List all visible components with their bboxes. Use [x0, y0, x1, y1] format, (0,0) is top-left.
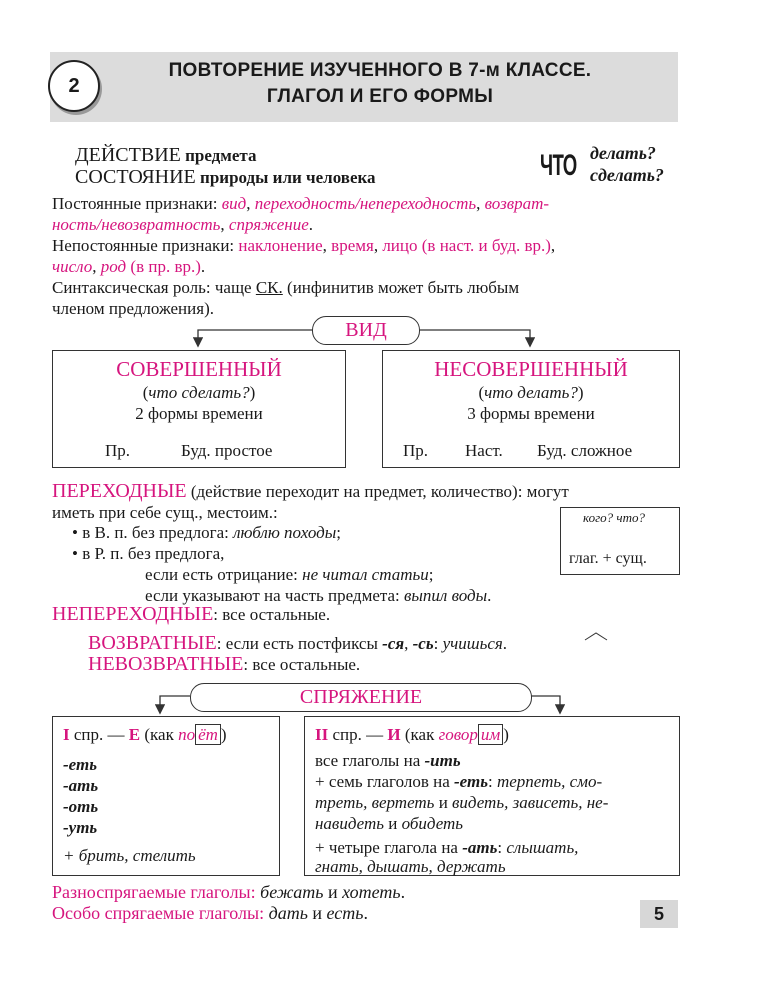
conjugation-title: СПРЯЖЕНИЕ	[190, 683, 532, 712]
second-conjugation-box	[304, 716, 680, 876]
second-conj-seven-3: навидеть и обидеть	[315, 814, 464, 833]
perfective-question: (что сделать?)	[142, 383, 256, 402]
postfix-mark	[585, 633, 607, 640]
conj-arrow-left	[160, 696, 190, 712]
intro-action: ДЕЙСТВИЕ предмета	[75, 144, 257, 166]
imperfective-box	[382, 350, 680, 468]
nonreflexive-line: НЕВОЗВРАТНЫЕ: все остальные.	[88, 653, 361, 675]
transitive-bullet-1: • в В. п. без предлога: люблю походы;	[72, 523, 341, 542]
first-conj-ending-1: -еть	[63, 755, 97, 774]
imperfective-forms: 3 формы времени	[467, 404, 595, 423]
imperfective-present: Наст.	[465, 441, 503, 460]
perfective-forms: 2 формы времени	[135, 404, 263, 423]
second-conj-header: II спр. — И (как говор им )	[315, 725, 509, 744]
transitive-negation: если есть отрицание: не читал статьи;	[145, 565, 434, 584]
section-badge: 2	[48, 60, 100, 112]
syntax-role-line2: членом предложения).	[52, 299, 214, 318]
question-2: сделать?	[590, 165, 664, 185]
second-conj-seven-1: + семь глаголов на -еть: терпеть, смо-	[315, 772, 603, 791]
transitive-scheme-box	[560, 507, 680, 575]
syntax-role-line1: Синтаксическая роль: чаще СК. (инфинитив может быть любым	[52, 278, 520, 297]
intransitive-line: НЕПЕРЕХОДНЫЕ: все остальные.	[52, 603, 331, 625]
question-1: делать?	[590, 143, 656, 163]
first-conj-ending-2: -ать	[63, 776, 99, 795]
imperfective-question: (что делать?)	[478, 383, 584, 402]
second-conj-seven-2: треть, вертеть и видеть, зависеть, не-	[315, 793, 609, 812]
perfective-future: Буд. простое	[181, 441, 273, 460]
constant-features-line1: Постоянные признаки: вид, переходность/непереходность, возврат-	[52, 194, 550, 213]
perfective-box	[52, 350, 346, 468]
imperfective-title: НЕСОВЕРШЕННЫЙ	[434, 357, 628, 381]
transitive-bullet-2: • в Р. п. без предлога,	[72, 544, 225, 563]
aspect-arrow-left	[198, 330, 312, 345]
imperfective-past: Пр.	[403, 441, 429, 460]
perfective-past: Пр.	[105, 441, 131, 460]
first-conjugation-box	[52, 716, 280, 876]
page-title-line2: ГЛАГОЛ И ЕГО ФОРМЫ	[266, 86, 494, 107]
second-conj-four-2: гнать, дышать, держать	[315, 857, 506, 876]
first-conj-extra: + брить, стелить	[63, 846, 196, 865]
first-conj-header: I спр. — Е (как по ёт )	[63, 725, 227, 744]
scheme-formula: глаг. + сущ.	[569, 550, 647, 567]
conj-arrow-right	[530, 696, 560, 712]
heteroclitic-verbs: Разноспрягаемые глаголы: бежать и хотеть.	[52, 882, 406, 902]
transitive-line1: ПЕРЕХОДНЫЕ (действие переходит на предмет, количество): могут	[52, 480, 569, 502]
special-verbs: Особо спрягаемые глаголы: дать и есть.	[52, 903, 368, 923]
variable-features-line1: Непостоянные признаки: наклонение, время, лицо (в наст. и буд. вр.),	[52, 236, 556, 255]
first-conj-ending-4: -уть	[63, 818, 98, 837]
variable-features-line2: число, род (в пр. вр.).	[52, 257, 206, 276]
aspect-arrow-right	[420, 330, 530, 345]
second-conj-four-1: + четыре глагола на -ать: слышать,	[315, 838, 579, 857]
page-title-line1: ПОВТОРЕНИЕ ИЗУЧЕННОГО В 7-м КЛАССЕ.	[168, 60, 592, 81]
intro-state: СОСТОЯНИЕ природы или человека	[75, 166, 376, 188]
transitive-part: если указывают на часть предмета: выпил воды.	[145, 586, 492, 605]
constant-features-line2: ность/невозвратность, спряжение.	[52, 215, 313, 234]
transitive-line2: иметь при себе сущ., местоим.:	[52, 503, 278, 522]
question-word: ЧТО	[540, 149, 577, 182]
second-conj-all: все глаголы на -ить	[315, 751, 461, 770]
scheme-question: кого? что?	[583, 510, 645, 525]
reflexive-line: ВОЗВРАТНЫЕ: если есть постфиксы -ся, -сь: учишься.	[88, 632, 508, 654]
aspect-title: ВИД	[312, 316, 420, 345]
imperfective-future: Буд. сложное	[537, 441, 633, 460]
first-conj-ending-3: -оть	[63, 797, 99, 816]
perfective-title: СОВЕРШЕННЫЙ	[116, 357, 282, 381]
page-number: 5	[640, 900, 678, 928]
